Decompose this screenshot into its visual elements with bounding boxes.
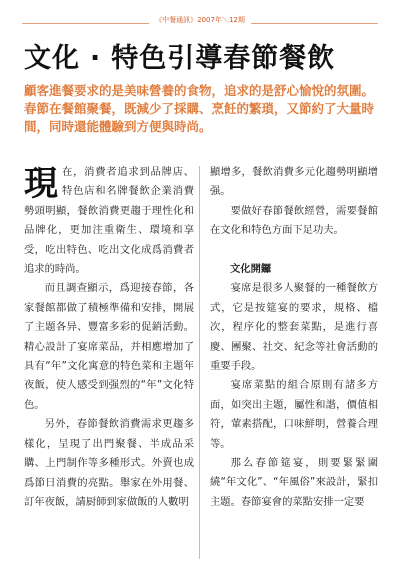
left-column — [24, 163, 194, 512]
paragraph-8: 那么春節筵宴，則要緊緊圍繞“年文化”、“年風俗”來設計，緊扣主題。春節宴會的菜點安排一定要 — [210, 457, 378, 508]
paragraph-3: 另外，春節餐飲消費需求更趨多樣化，呈現了出門聚餐、半成品采購、上門制作等多種形式。外賣也成爲節日消費的亮點。舉家在外用餐、訂年夜飯，請厨師到家做飯的人數明 — [24, 418, 194, 508]
right-column — [210, 163, 378, 512]
paragraph-1-text: 在，消費者追求到品牌店、特色店和名牌餐飲企業消費勢頭明顯，餐飲消費更趨于理性化和品牌化，更加注重衛生、環境和享受，吃出特色、吃出文化成爲消費者追求的時尚。 — [24, 166, 194, 276]
paragraph-2: 而且調查顯示，爲迎接春節，各家餐館都做了積極準備和安排，開展了主題各异、豐富多彩的促銷活動。精心設計了宴席菜品，并相應增加了具有“年”文化寓意的特色菜和主題年夜飯，使人感受到强烈的“年”文化特色。 — [24, 282, 194, 411]
section-heading: 文化開鑼 — [230, 263, 272, 276]
paragraph-1 — [24, 163, 194, 279]
dropcap: 現 — [24, 164, 58, 204]
article-subtitle: 顧客進餐要求的是美味營養的食物，追求的是舒心愉悅的氛圍。春節在餐館聚餐，既減少了採購、烹飪的繁瑣，又節約了大量時間，同時還能體驗到方便與時尚。 — [24, 83, 375, 134]
paragraph-5: 要做好春節餐飲經營，需要餐館在文化和特色方面下足功夫。 — [210, 204, 378, 237]
paragraph-7: 宴席菜點的組合原則有諸多方面，如突出主題，屬性和諧，價值相符，葷素搭配，口味鮮明，營養合理等。 — [210, 379, 378, 450]
paragraph-4: 顯增多，餐飲消費多元化趨勢明顯增强。 — [210, 166, 378, 198]
issue-tag: 《中餐通訊》2007年＼12期 — [149, 15, 251, 25]
paragraph-6: 宴席是很多人聚餐的一種餐飲方式，它是按筵宴的要求，規格、檔次，程序化的整套菜點，是進行喜慶、團聚、社交、紀念等社會活動的重要手段。 — [210, 282, 378, 373]
article-title: 文化 ‧ 特色引導春節餐飲 — [24, 43, 336, 74]
column-divider — [199, 166, 200, 559]
